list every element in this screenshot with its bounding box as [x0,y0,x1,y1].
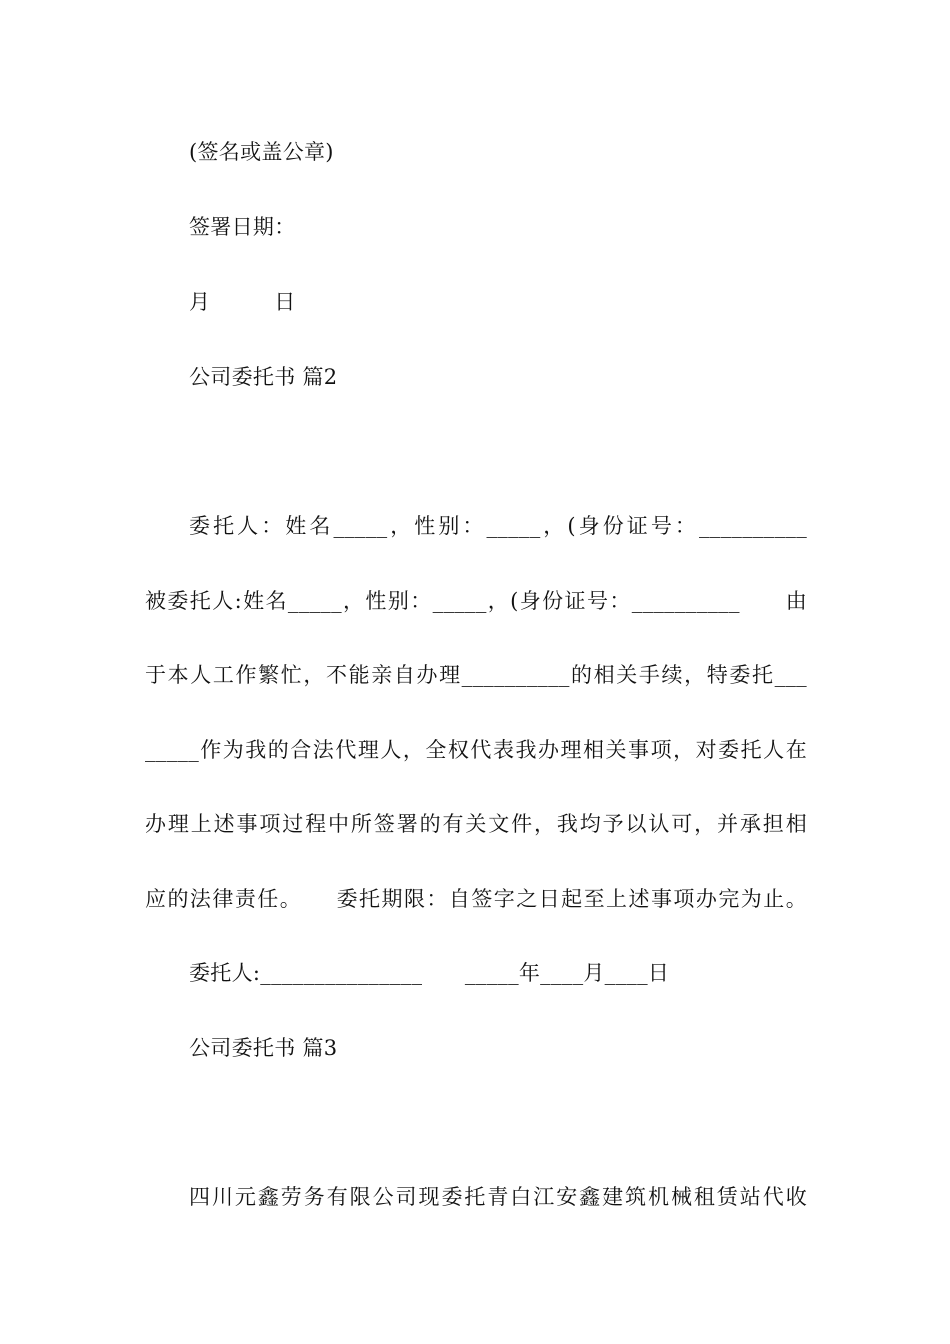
paragraph-line: 办理上述事项过程中所签署的有关文件，我均予以认可，并承担相 [145,812,807,836]
paragraph-line: 委托人：姓名_____，性别：_____，(身份证号：__________ [189,514,807,538]
paragraph-line: _____作为我的合法代理人，全权代表我办理相关事项，对委托人在 [145,738,807,762]
paragraph-line: 应的法律责任。 委托期限：自签字之日起至上述事项办完为止。 [145,887,807,911]
signature-note: (签名或盖公章) [189,140,334,164]
month-day-line: 月 日 [189,290,296,314]
section-heading-2: 公司委托书 篇2 [189,365,338,389]
paragraph-line: 被委托人:姓名_____，性别：_____，(身份证号：__________ 由 [145,589,807,613]
signing-date-label: 签署日期： [189,215,296,239]
principal-signature-line: 委托人:_______________ _____年____月____日 [189,961,670,985]
paragraph-line: 于本人工作繁忙，不能亲自办理__________的相关手续，特委托___ [145,663,807,687]
section-heading-3: 公司委托书 篇3 [189,1036,338,1060]
paragraph-line: 四川元鑫劳务有限公司现委托青白江安鑫建筑机械租赁站代收 [189,1185,807,1209]
